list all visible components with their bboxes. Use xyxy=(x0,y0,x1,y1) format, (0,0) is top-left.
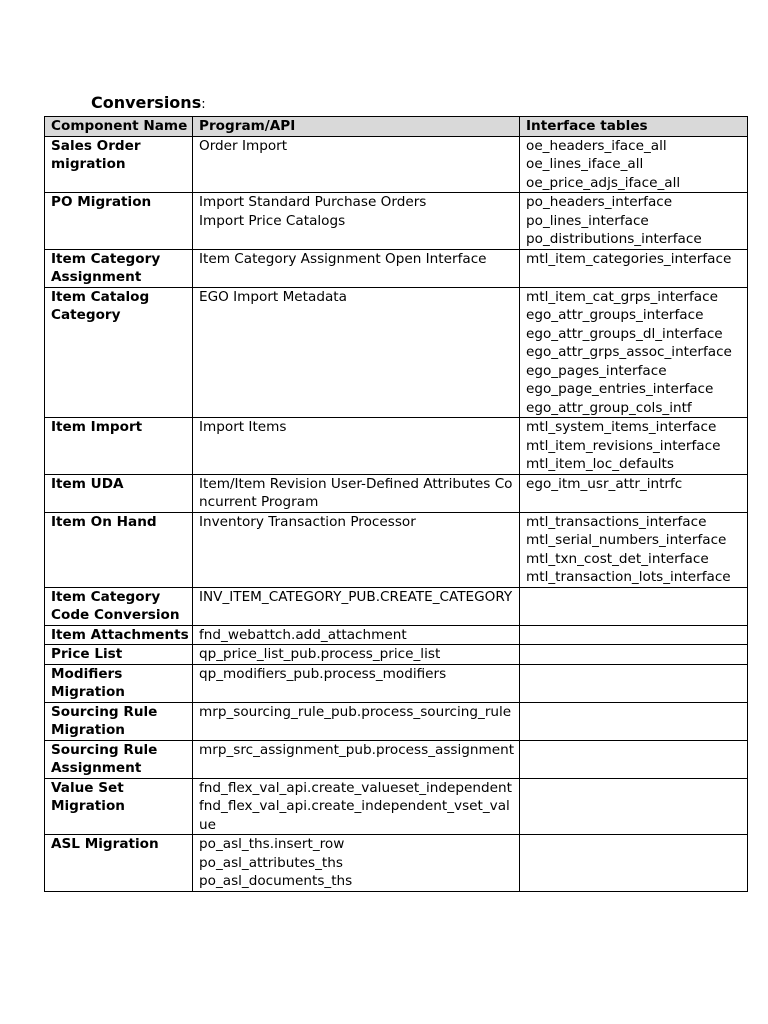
program-api-line: qp_price_list_pub.process_price_list xyxy=(199,646,441,662)
section-title: Conversions xyxy=(91,93,202,112)
component-name-cell: Modifiers Migration xyxy=(45,664,193,702)
interface-table-line: mtl_item_cat_grps_interface xyxy=(526,288,718,305)
interface-table-line: ego_attr_group_cols_intf xyxy=(526,399,692,416)
interface-table-line: mtl_item_categories_interface xyxy=(526,250,732,267)
program-api-line: Import Standard Purchase Orders xyxy=(199,194,427,210)
program-api-line: po_asl_ths.insert_row xyxy=(199,836,345,852)
component-name-cell: Value Set Migration xyxy=(45,778,193,835)
interface-tables-cell xyxy=(520,474,748,512)
table-row xyxy=(45,287,748,418)
table-header-row xyxy=(45,117,748,137)
table-row xyxy=(45,778,748,835)
header-component-name: Component Name xyxy=(45,117,193,137)
component-name-cell: ASL Migration xyxy=(45,835,193,892)
table-body xyxy=(45,136,748,891)
interface-tables-cell xyxy=(520,835,748,892)
table-row xyxy=(45,136,748,193)
table-row xyxy=(45,645,748,665)
interface-table-line: mtl_transaction_lots_interface xyxy=(526,569,731,585)
interface-tables-cell xyxy=(520,193,748,250)
program-api-cell xyxy=(193,587,520,625)
header-program-api: Program/API xyxy=(193,117,520,137)
interface-tables-cell xyxy=(520,702,748,740)
interface-tables-cell xyxy=(520,512,748,587)
program-api-cell xyxy=(193,136,520,193)
table-row xyxy=(45,474,748,512)
component-name-cell: Price List xyxy=(45,645,193,665)
component-name-cell: PO Migration xyxy=(45,193,193,250)
program-api-cell xyxy=(193,740,520,778)
interface-tables-cell xyxy=(520,136,748,193)
table-row xyxy=(45,702,748,740)
component-name-cell: Item Attachments xyxy=(45,625,193,645)
program-api-line: po_asl_documents_ths xyxy=(199,873,353,889)
interface-table-line: po_headers_interface xyxy=(526,194,673,210)
interface-tables-cell xyxy=(520,418,748,475)
program-api-line: Inventory Transaction Processor xyxy=(199,513,416,530)
program-api-line: Import Items xyxy=(199,419,287,435)
program-api-cell xyxy=(193,645,520,665)
component-name-cell: Sourcing Rule Migration xyxy=(45,702,193,740)
interface-tables-cell xyxy=(520,778,748,835)
component-name-cell: Item Catalog Category xyxy=(45,287,193,418)
interface-table-line: ego_attr_grps_assoc_interface xyxy=(526,344,732,360)
program-api-cell xyxy=(193,249,520,287)
section-heading xyxy=(91,92,206,116)
table-row xyxy=(45,625,748,645)
table-row xyxy=(45,664,748,702)
section-title-colon: : xyxy=(201,97,206,112)
interface-table-line: mtl_transactions_interface xyxy=(526,513,707,530)
interface-table-line: mtl_item_revisions_interface xyxy=(526,437,721,454)
program-api-line: Order Import xyxy=(199,137,288,154)
table-row xyxy=(45,740,748,778)
component-name-cell: Item On Hand xyxy=(45,512,193,587)
interface-table-line: oe_price_adjs_iface_all xyxy=(526,174,681,191)
table-row xyxy=(45,193,748,250)
interface-table-line: ego_pages_interface xyxy=(526,362,667,379)
program-api-line: po_asl_attributes_ths xyxy=(199,854,343,871)
program-api-line: fnd_webattch.add_attachment xyxy=(199,626,407,643)
table-row xyxy=(45,835,748,892)
program-api-cell xyxy=(193,625,520,645)
program-api-line: mrp_src_assignment_pub.process_assignment xyxy=(199,741,515,758)
program-api-line: Item/Item Revision User-Defined Attributes Concurrent Program xyxy=(199,475,513,510)
interface-table-line: ego_attr_groups_interface xyxy=(526,307,704,323)
program-api-cell xyxy=(193,418,520,475)
table-row xyxy=(45,512,748,587)
component-name-cell: Item Category Code Conversion xyxy=(45,587,193,625)
program-api-line: fnd_flex_val_api.create_independent_vset_value xyxy=(199,798,510,833)
interface-table-line: mtl_txn_cost_det_interface xyxy=(526,550,709,567)
interface-table-line: po_lines_interface xyxy=(526,212,649,229)
program-api-line: EGO Import Metadata xyxy=(199,288,347,305)
interface-tables-cell xyxy=(520,625,748,645)
interface-table-line: oe_lines_iface_all xyxy=(526,156,644,172)
program-api-line: mrp_sourcing_rule_pub.process_sourcing_rule xyxy=(199,703,512,720)
component-name-cell: Sourcing Rule Assignment xyxy=(45,740,193,778)
interface-table-line: ego_attr_groups_dl_interface xyxy=(526,325,723,342)
interface-table-line: po_distributions_interface xyxy=(526,231,702,247)
program-api-line: INV_ITEM_CATEGORY_PUB.CREATE_CATEGORY xyxy=(199,588,513,605)
component-name-cell: Item Import xyxy=(45,418,193,475)
program-api-cell xyxy=(193,474,520,512)
component-name-cell: Sales Order migration xyxy=(45,136,193,193)
interface-table-line: mtl_item_loc_defaults xyxy=(526,456,674,472)
interface-tables-cell xyxy=(520,740,748,778)
interface-tables-cell xyxy=(520,645,748,665)
program-api-cell xyxy=(193,664,520,702)
interface-table-line: ego_page_entries_interface xyxy=(526,381,714,397)
interface-table-line: oe_headers_iface_all xyxy=(526,137,667,154)
interface-tables-cell xyxy=(520,287,748,418)
table-row xyxy=(45,418,748,475)
program-api-cell xyxy=(193,835,520,892)
interface-tables-cell xyxy=(520,664,748,702)
interface-tables-cell xyxy=(520,249,748,287)
interface-table-line: mtl_serial_numbers_interface xyxy=(526,532,727,548)
program-api-cell xyxy=(193,193,520,250)
program-api-cell xyxy=(193,778,520,835)
interface-table-line: mtl_system_items_interface xyxy=(526,419,717,435)
program-api-line: Import Price Catalogs xyxy=(199,212,346,229)
header-interface-tables: Interface tables xyxy=(520,117,748,137)
component-name-cell: Item UDA xyxy=(45,474,193,512)
interface-tables-cell xyxy=(520,587,748,625)
component-name-cell: Item Category Assignment xyxy=(45,249,193,287)
conversions-table xyxy=(44,116,748,892)
program-api-cell xyxy=(193,287,520,418)
program-api-line: fnd_flex_val_api.create_valueset_independent xyxy=(199,779,512,796)
interface-table-line: ego_itm_usr_attr_intrfc xyxy=(526,475,683,492)
program-api-cell xyxy=(193,702,520,740)
program-api-line: qp_modifiers_pub.process_modifiers xyxy=(199,665,447,682)
program-api-cell xyxy=(193,512,520,587)
program-api-line: Item Category Assignment Open Interface xyxy=(199,250,487,267)
table-row xyxy=(45,249,748,287)
table-row xyxy=(45,587,748,625)
